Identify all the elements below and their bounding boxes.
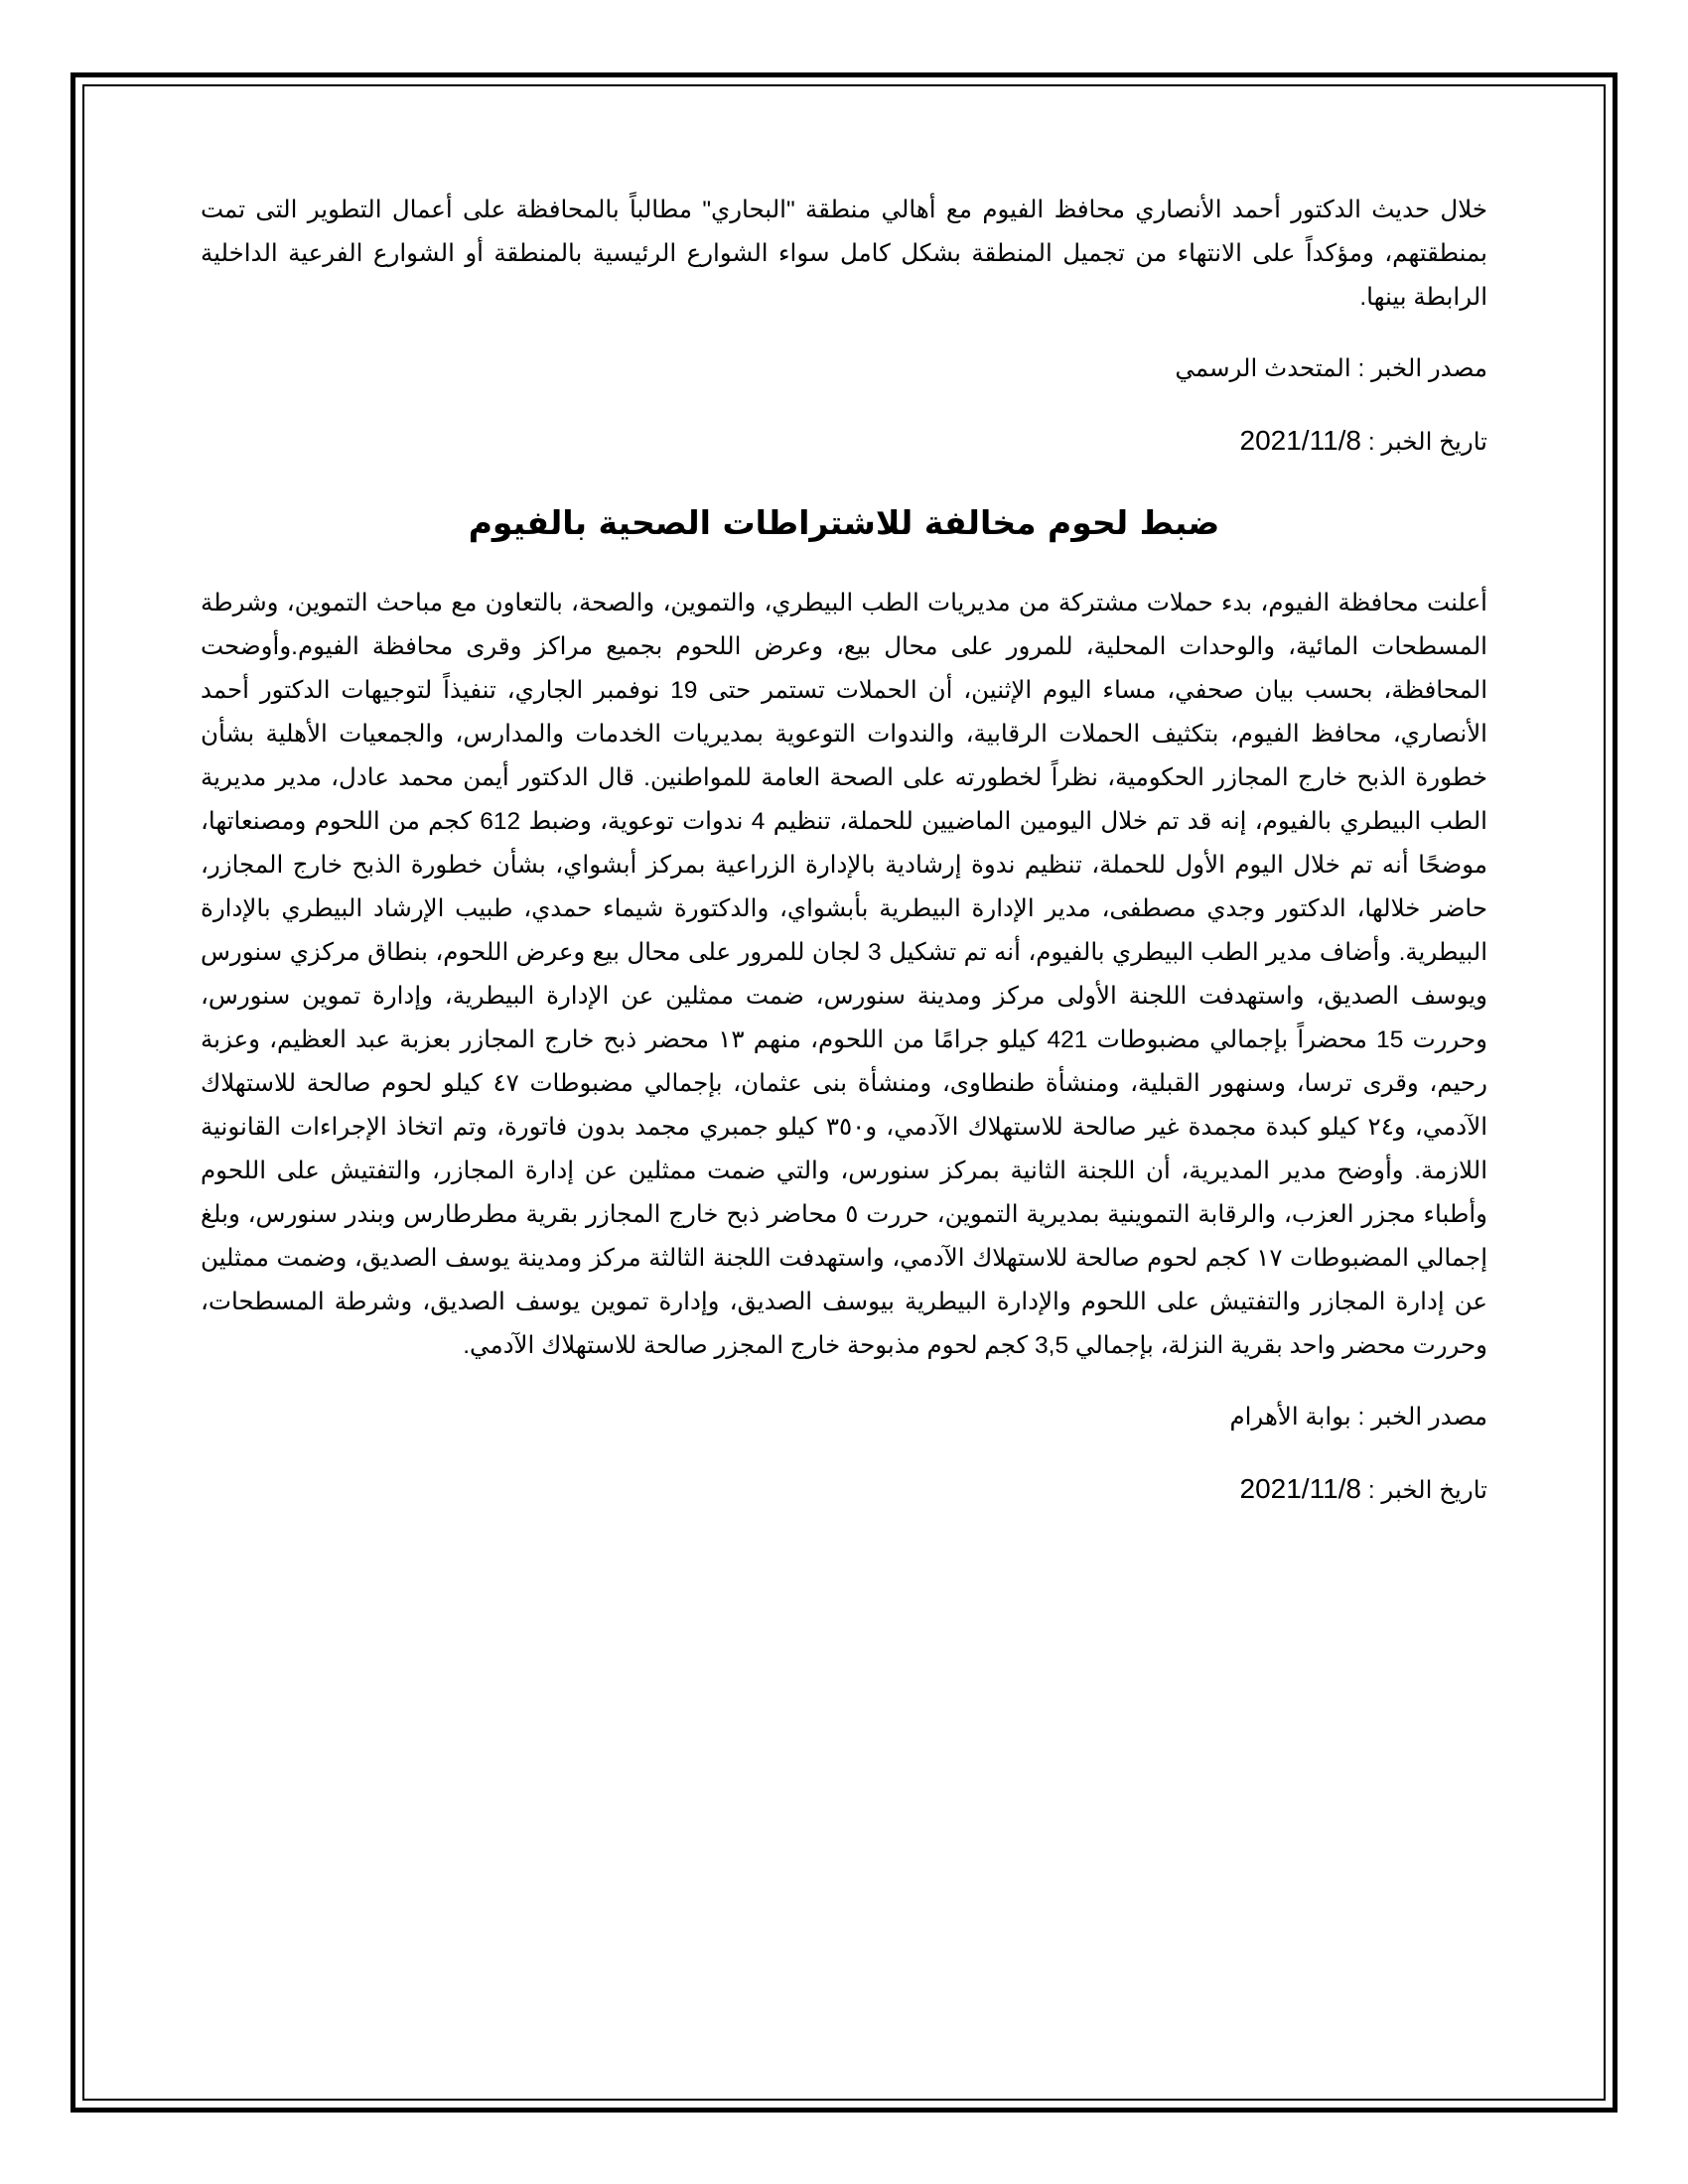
article-1-source [201, 347, 1487, 391]
source-value: المتحدث الرسمي [1175, 355, 1351, 382]
document-content [201, 189, 1487, 2035]
article-1-date [201, 419, 1487, 465]
source-label: مصدر الخبر : [1350, 355, 1487, 382]
date-value: 2021/11/8 [1239, 1473, 1362, 1504]
article-2-body: أعلنت محافظة الفيوم، بدء حملات مشتركة من مديريات الطب البيطري، والتموين، والصحة، بالتعاون مع مباحث التموين، وشرطة المسطحات المائية، والوحدات المحلية، للمرور على محال بيع، وعرض اللحوم بجميع مراكز وقرى محافظة الفيوم.وأوضحت المحافظة، بحسب بيان صحفي، مساء اليوم الإثنين، أن الحملات تستمر حتى 19 نوفمبر الجاري، تنفيذاً لتوجيهات الدكتور أحمد الأنصاري، محافظ الفيوم، بتكثيف الحملات الرقابية، والندوات التوعوية بمديريات الخدمات والمدارس، والجمعيات الأهلية بشأن خطورة الذبح خارج المجازر الحكومية، نظراً لخطورته على الصحة العامة للمواطنين. قال الدكتور أيمن محمد عادل، مدير مديرية الطب البيطري بالفيوم، إنه قد تم خلال اليومين الماضيين للحملة، تنظيم 4 ندوات توعوية، وضبط 612 كجم من اللحوم ومصنعاتها، موضحًا أنه تم خلال اليوم الأول للحملة، تنظيم ندوة إرشادية بالإدارة الزراعية بمركز أبشواي، بشأن خطورة الذبح خارج المجازر، حاضر خلالها، الدكتور وجدي مصطفى، مدير الإدارة البيطرية بأبشواي، والدكتورة شيماء حمدي، طبيب الإرشاد البيطري بالإدارة البيطرية. وأضاف مدير الطب البيطري بالفيوم، أنه تم تشكيل 3 لجان للمرور على محال بيع وعرض اللحوم، بنطاق مركزي سنورس ويوسف الصديق، واستهدفت اللجنة الأولى مركز ومدينة سنورس، ضمت ممثلين عن الإدارة البيطرية، وإدارة تموين سنورس، وحررت 15 محضراً بإجمالي مضبوطات 421 كيلو جرامًا من اللحوم، منهم ١٣ محضر ذبح خارج المجازر بعزبة عبد العظيم، وعزبة رحيم، وقرى ترسا، وسنهور القبلية، ومنشأة طنطاوى، ومنشأة بنى عثمان، بإجمالي مضبوطات ٤٧ كيلو لحوم صالحة للاستهلاك الآدمي، و٢٤ كيلو كبدة مجمدة غير صالحة للاستهلاك الآدمي، و٣٥٠ كيلو جمبري مجمد بدون فاتورة، وتم اتخاذ الإجراءات القانونية اللازمة. وأوضح مدير المديرية، أن اللجنة الثانية بمركز سنورس، والتي ضمت ممثلين عن إدارة المجازر، والتفتيش على اللحوم وأطباء مجزر العزب، والرقابة التموينية بمديرية التموين، حررت ٥ محاضر ذبح خارج المجازر بقرية مطرطارس وبندر سنورس، وبلغ إجمالي المضبوطات ١٧ كجم لحوم صالحة للاستهلاك الآدمي، واستهدفت اللجنة الثالثة مركز ومدينة يوسف الصديق، وضمت ممثلين عن إدارة المجازر والتفتيش على اللحوم والإدارة البيطرية بيوسف الصديق، وإدارة تموين يوسف الصديق، وشرطة المسطحات، وحررت محضر واحد بقرية النزلة، بإجمالي 3,5 كجم لحوم مذبوحة خارج المجزر صالحة للاستهلاك الآدمي. [201, 590, 1488, 1359]
article-2-source [201, 1396, 1487, 1439]
article-2-headline: ضبط لحوم مخالفة للاشتراطات الصحية بالفيوم [468, 503, 1220, 542]
date-value: 2021/11/8 [1239, 425, 1362, 456]
date-label: تاريخ الخبر : [1361, 1477, 1487, 1504]
article-1-body: خلال حديث الدكتور أحمد الأنصاري محافظ الفيوم مع أهالي منطقة "البحاري" مطالباً بالمحافظة على أعمال التطوير التى تمت بمنطقتهم، ومؤكداً على الانتهاء من تجميل المنطقة بشكل كامل سواء الشوارع الرئيسية بالمنطقة أو الشوارع الفرعية الداخلية الرابطة بينها. [201, 197, 1487, 311]
date-label: تاريخ الخبر : [1361, 429, 1487, 456]
source-label: مصدر الخبر : [1350, 1404, 1487, 1431]
article-2-date [201, 1467, 1487, 1513]
source-value: بوابة الأهرام [1229, 1404, 1351, 1431]
